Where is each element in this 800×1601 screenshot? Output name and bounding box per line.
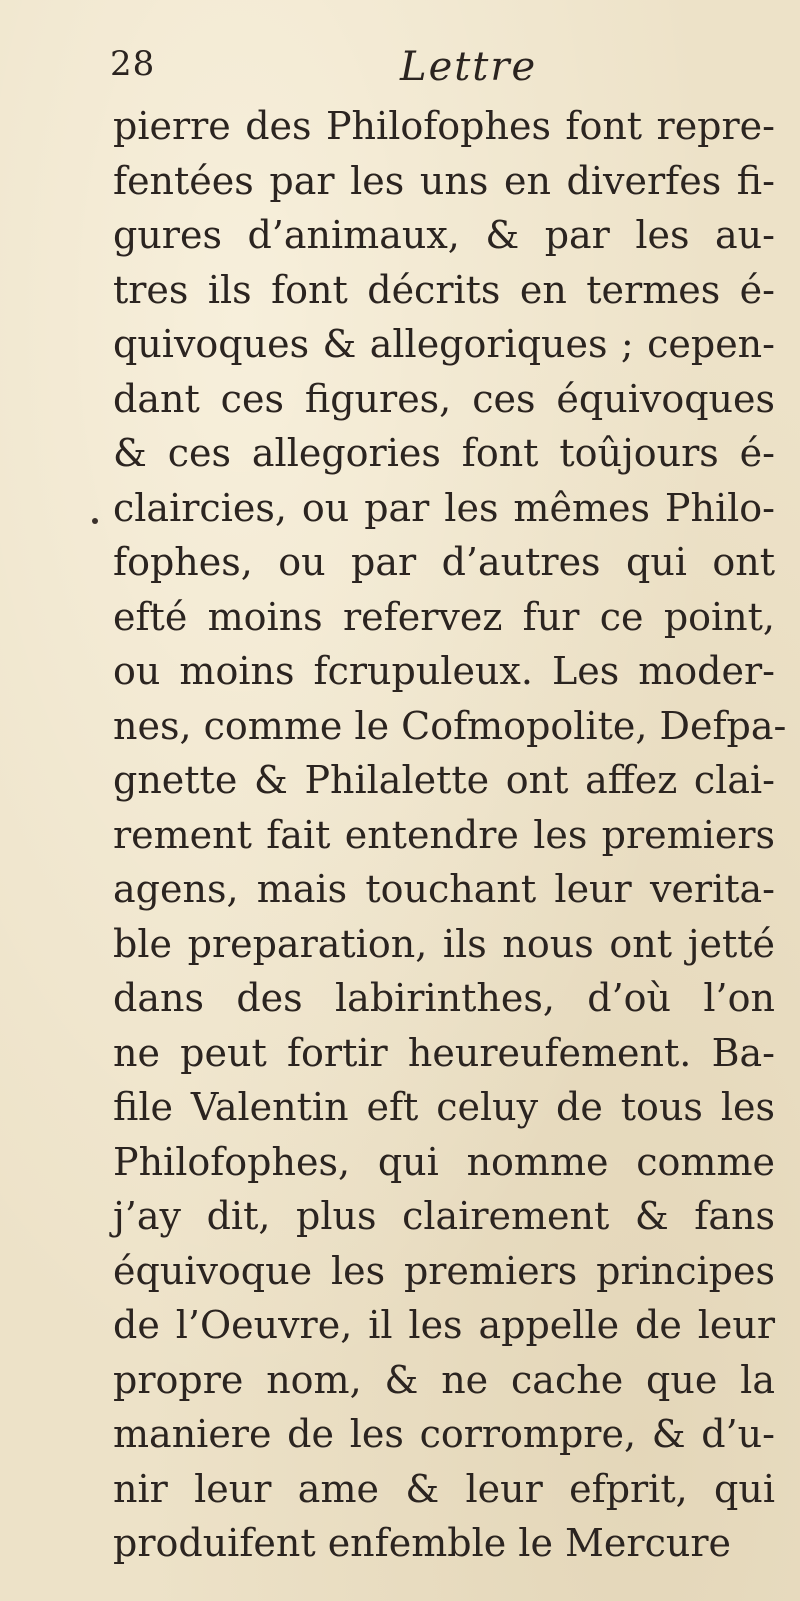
text-line: Philofophes, qui nomme comme — [113, 1139, 775, 1184]
margin-mark — [92, 518, 98, 524]
page-number: 28 — [110, 44, 156, 84]
text-line: tres ils font décrits en termes é- — [113, 267, 775, 312]
text-line: nes, comme le Cofmopolite, Defpa- — [113, 703, 787, 748]
text-line: & ces allegories font toûjours é- — [113, 431, 775, 475]
text-line: quivoques & allegoriques ; cepen- — [113, 322, 775, 366]
text-line: fentées par les uns en diverfes fi- — [113, 158, 775, 203]
text-line: dans des labirinthes, d’où l’on — [113, 976, 775, 1020]
text-line: de l’Oeuvre, il les appelle de leur — [113, 1303, 775, 1347]
text-line: équivoque les premiers principes — [113, 1248, 775, 1293]
text-line: j’ay dit, plus clairement & fans — [113, 1194, 775, 1238]
text-line: efté moins refervez fur ce point, — [113, 594, 775, 639]
text-line: ne peut fortir heureufement. Ba- — [113, 1030, 775, 1075]
running-head — [110, 44, 670, 94]
text-line: ble preparation, ils nous ont jetté — [113, 921, 775, 966]
text-line: nir leur ame & leur efprit, qui — [113, 1466, 775, 1511]
text-line: gures d’animaux, & par les au- — [113, 213, 775, 257]
text-line: ou moins fcrupuleux. Les moder- — [113, 649, 775, 693]
text-line: pierre des Philofophes font repre- — [113, 104, 775, 148]
text-line: fophes, ou par d’autres qui ont — [113, 540, 775, 584]
text-line: propre nom, & ne cache que la — [113, 1357, 775, 1402]
text-line: file Valentin eft celuy de tous les — [113, 1085, 775, 1129]
text-line: gnette & Philalette ont affez clai- — [113, 758, 775, 802]
text-line: agens, mais touchant leur verita- — [113, 867, 775, 911]
text-line: produifent enfemble le Mercure — [113, 1521, 731, 1565]
text-body — [113, 99, 787, 1571]
text-line: dant ces figures, ces équivoques — [113, 376, 775, 421]
page-header-title: Lettre — [400, 44, 538, 90]
text-line: claircies, ou par les mêmes Philo- — [113, 485, 775, 530]
text-line: rement fait entendre les premiers — [113, 812, 775, 857]
text-line: maniere de les corrompre, & d’u- — [113, 1412, 775, 1456]
